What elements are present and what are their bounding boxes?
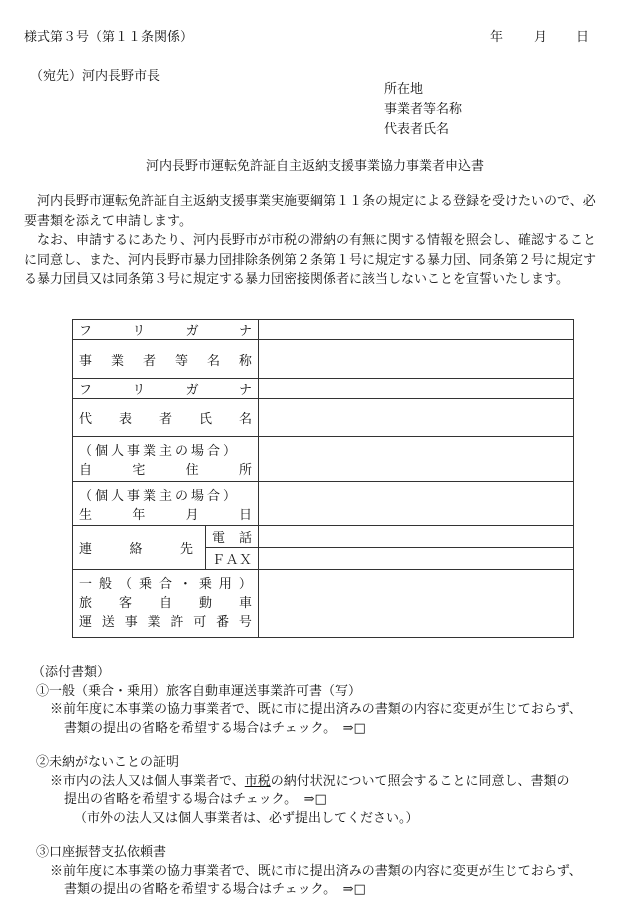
attachment-item-1: ①一般（乗合・乗用）旅客自動車運送事業許可書（写） [36, 683, 362, 699]
representative-label: 代 表 者 氏 名 [73, 399, 259, 437]
month-label: 月 [534, 30, 548, 45]
furigana-label-2: フ リ ガ ナ [73, 379, 259, 399]
attachment-item-3: ③口座振替支払依頼書 [36, 845, 167, 860]
contact-label: 連 絡 先 [73, 526, 206, 570]
attachment-item-2-note-cont: 提出の省略を希望する場合はチェック。 ⇒□ [64, 792, 327, 807]
attachment-item-2-note-extra: （市外の法人又は個人事業者は、必ず提出してください。） [74, 810, 419, 826]
birthdate-input[interactable] [259, 482, 574, 526]
attachment-item-3-note: ※前年度に本事業の協力事業者で、既に市に提出済みの書類の内容に変更が生じておらず、 [50, 863, 582, 879]
applicant-address-label: 所在地 [384, 82, 424, 97]
furigana-label-1: フ リ ガ ナ [73, 320, 259, 340]
furigana-input-2[interactable] [259, 379, 574, 399]
business-name-label: 事 業 者 等 名 称 [73, 340, 259, 379]
phone-label: 電 話 [206, 526, 259, 548]
day-label: 日 [576, 30, 590, 45]
applicant-representative-label: 代表者氏名 [384, 122, 450, 137]
attachment-item-2: ②未納がないことの証明 [36, 755, 180, 770]
attachments-heading: （添付書類） [32, 665, 111, 680]
furigana-row-1 [73, 320, 574, 340]
representative-row [73, 399, 574, 437]
home-address-label: （個人事業主の場合） 自 宅 住 所 [73, 437, 259, 482]
fax-input[interactable] [259, 548, 574, 570]
attachment-item-1-note-cont: 書類の提出の省略を希望する場合はチェック。 ⇒□ [64, 720, 366, 736]
document-title: 河内長野市運転免許証自主返納支援事業協力事業者申込書 [145, 159, 484, 174]
declaration-paragraph-1: 河内長野市運転免許証自主返納支援事業実施要綱第１１条の規定による登録を受けたいので、必要書類を添えて申請します。 [24, 194, 596, 229]
birthdate-label: （個人事業主の場合） 生 年 月 日 [73, 482, 259, 526]
application-table [72, 319, 574, 638]
business-name-input[interactable] [259, 340, 574, 379]
applicant-company-label: 事業者等名称 [384, 102, 463, 117]
furigana-row-2 [73, 379, 574, 399]
phone-row [73, 526, 574, 548]
attachments-section [32, 664, 602, 900]
phone-input[interactable] [259, 526, 574, 548]
license-row [73, 570, 574, 638]
fax-label: Ｆ Ａ Ｘ [206, 548, 259, 570]
attachment-item-3-note-cont: 書類の提出の省略を希望する場合はチェック。 ⇒□ [64, 882, 366, 897]
date-line [490, 26, 589, 45]
attachment-item-1-note: ※前年度に本事業の協力事業者で、既に市に提出済みの書類の内容に変更が生じておらず、 [50, 702, 582, 717]
home-address-row [73, 437, 574, 482]
year-label: 年 [490, 30, 504, 45]
attachment-item-2-note: ※市内の法人又は個人事業者で、市税の納付状況について照会することに同意し、書類の [50, 773, 570, 789]
home-address-input[interactable] [259, 437, 574, 482]
license-number-label: 一 般 （ 乗 合 ・ 乗 用 ） 旅 客 自 動 車 運 送 事 業 許 可 番 号 [73, 570, 259, 638]
business-name-row [73, 340, 574, 379]
declaration-text [24, 192, 596, 290]
declaration-paragraph-2: なお、申請するにあたり、河内長野市が市税の滞納の有無に関する情報を照会し、確認することに同意し、また、河内長野市暴力団排除条例第２条第１号に規定する暴力団、同条第２号に規定する暴力団員又は同条第３号に規定する暴力団密接関係者に該当しないことを宣誓いたします。 [24, 233, 597, 287]
applicant-block [384, 80, 462, 140]
form-number: 様式第３号（第１１条関係） [24, 30, 194, 45]
furigana-input-1[interactable] [259, 320, 574, 340]
representative-input[interactable] [259, 399, 574, 437]
birthdate-row [73, 482, 574, 526]
addressee: （宛先）河内長野市長 [30, 69, 161, 84]
license-number-input[interactable] [259, 570, 574, 638]
